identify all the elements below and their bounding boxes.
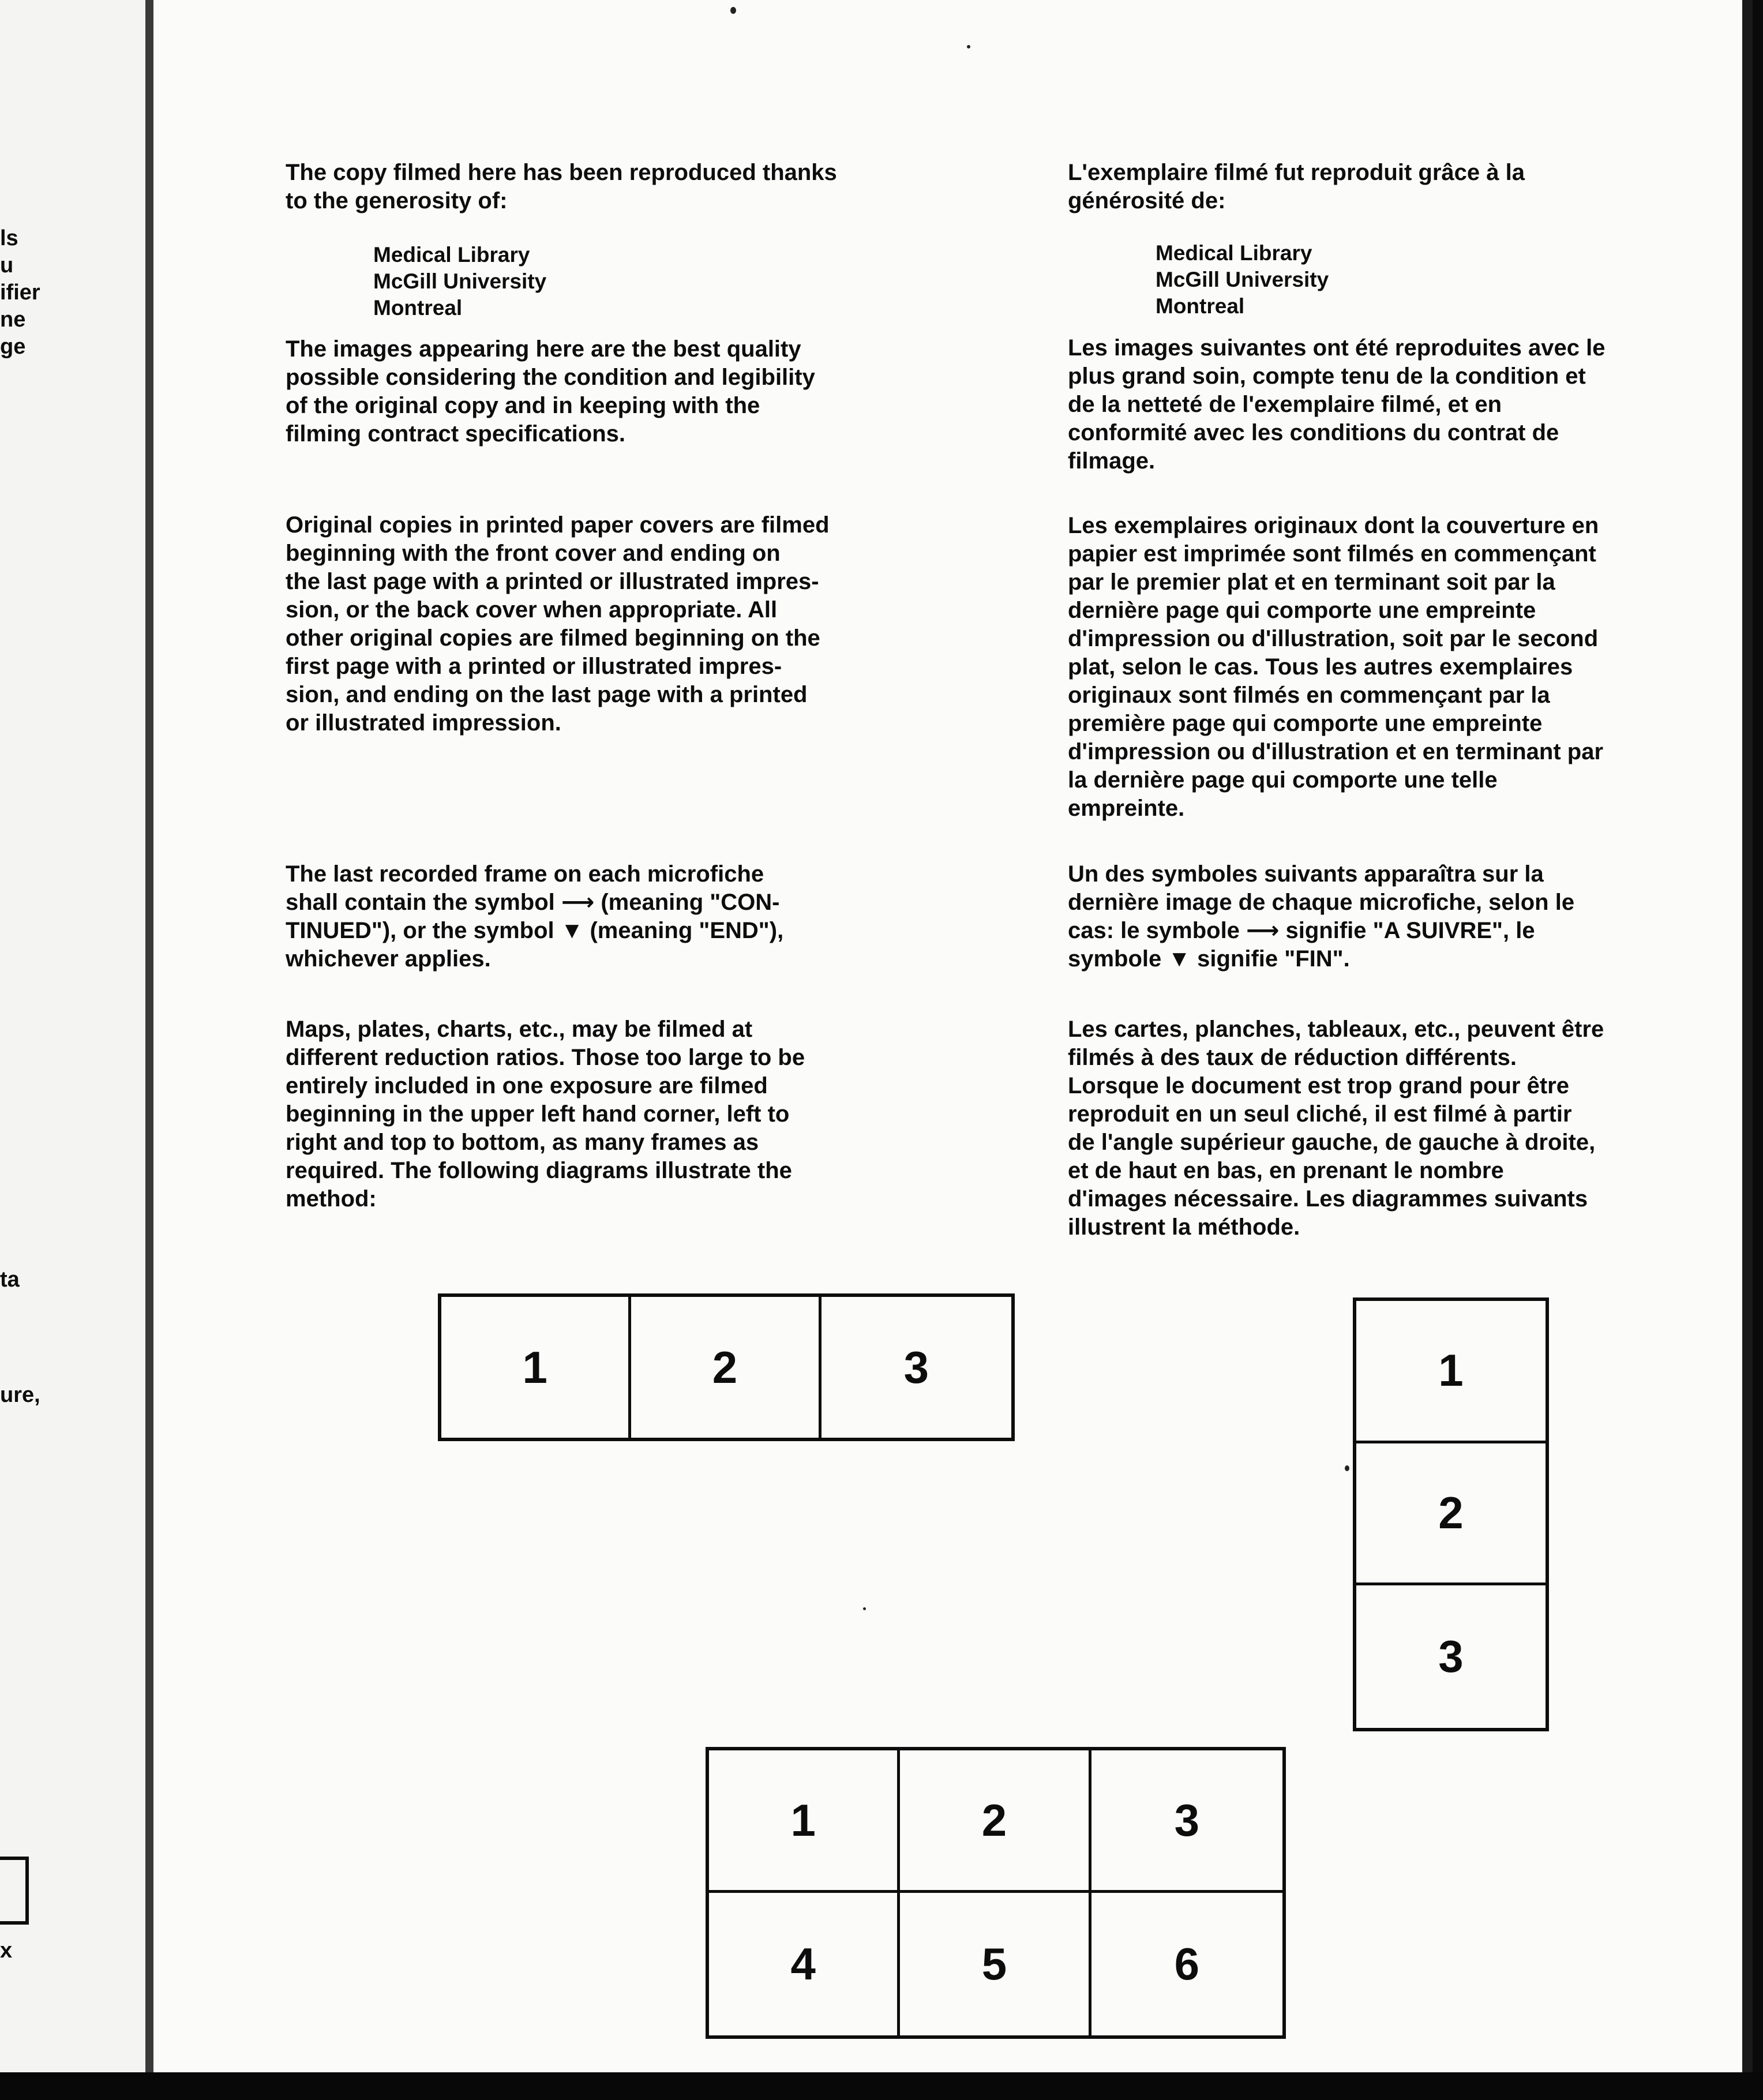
diagram-frame: 6 <box>1174 1938 1200 1989</box>
fragment-text: ne <box>0 308 26 332</box>
previous-page-fragment <box>0 0 145 2072</box>
scan-speck <box>1345 1465 1349 1471</box>
page-right-edge <box>1742 0 1753 2072</box>
diagram-frame: 2 <box>1356 1443 1546 1586</box>
french-thanks-text: L'exemplaire filmé fut reproduit grâce à la générosité de: <box>1068 160 1525 213</box>
french-library-text: Medical Library McGill University Montreal <box>1156 241 1329 318</box>
fragment-text: ure, <box>0 1383 40 1407</box>
french-symbols <box>1068 860 1737 973</box>
scan-bottom-strip <box>0 2072 1763 2100</box>
scan-speck <box>967 45 970 48</box>
diagram-frame: 5 <box>900 1893 1091 2035</box>
english-quality <box>286 335 1093 448</box>
diagram-horizontal <box>438 1293 1015 1441</box>
document-page <box>153 0 1753 2072</box>
fragment-text: ifier <box>0 280 40 305</box>
diagram-frame: 3 <box>1091 1750 1282 1893</box>
diagram-frame: 1 <box>1356 1301 1546 1443</box>
fragment-box <box>0 1857 29 1925</box>
diagram-frame: 3 <box>1438 1631 1464 1682</box>
english-symbols-text: The last recorded frame on each microfiche shall contain the symbol ⟶ (meaning "CON- TINUED"), or the symbol ▼ (meaning "END"), whichever applies. <box>286 861 784 972</box>
diagram-frame: 2 <box>631 1297 821 1438</box>
diagram-frame: 4 <box>709 1893 900 2035</box>
french-thanks <box>1068 159 1737 215</box>
french-covers-text: Les exemplaires originaux dont la couverture en papier est imprimée sont filmés en commençant par le premier plat et en terminant soit par la dernière page qui comporte une empreinte d'impression ou d'illustration, soit par le second plat, selon le cas. Tous les autres exemplaires originaux sont filmés en commençant par la première page qui comporte une empreinte d'impression ou d'illustration et en terminant par la dernière page qui comporte une telle empreinte. <box>1068 513 1604 821</box>
english-symbols <box>286 860 1093 973</box>
english-thanks <box>286 159 1093 215</box>
english-library <box>286 242 1093 321</box>
fragment-text: ta <box>0 1268 20 1292</box>
scan-speck <box>863 1607 866 1610</box>
english-quality-text: The images appearing here are the best quality possible considering the condition and legibility of the original copy and in keeping with the filming contract specifications. <box>286 336 815 447</box>
english-maps-text: Maps, plates, charts, etc., may be filmed at different reduction ratios. Those too large to be entirely included in one exposure are filmed beginning in the upper left hand corner, left to right and top to bottom, as many frames as required. The following diagrams illustrate the method: <box>286 1017 805 1212</box>
scan-speck <box>730 7 736 14</box>
diagram-frame: 2 <box>900 1750 1091 1893</box>
french-library <box>1068 240 1737 320</box>
fragment-text: ls <box>0 226 18 250</box>
french-quality <box>1068 334 1737 475</box>
french-symbols-text: Un des symboles suivants apparaîtra sur la dernière image de chaque microfiche, selon le cas: le symbole ⟶ signifie "A SUIVRE", le symbole ▼ signifie "FIN". <box>1068 861 1575 972</box>
page-gutter <box>145 0 153 2072</box>
english-covers <box>286 511 1093 737</box>
fragment-text: x <box>0 1938 13 1963</box>
french-maps-text: Les cartes, planches, tableaux, etc., peuvent être filmés à des taux de réduction différents. Lorsque le document est trop grand pour être reproduit en un seul cliché, il est filmé à partir de l'angle supérieur gauche, de gauche à droite, et de haut en bas, en prenant le nombre d'images nécessaire. Les diagrammes suivants illustrent la méthode. <box>1068 1017 1604 1240</box>
english-thanks-text: The copy filmed here has been reproduced thanks to the generosity of: <box>286 160 837 213</box>
diagram-frame: 3 <box>903 1341 929 1393</box>
diagram-frame: 1 <box>709 1750 900 1893</box>
fragment-text: ge <box>0 335 26 359</box>
french-quality-text: Les images suivantes ont été reproduites avec le plus grand soin, compte tenu de la condition et de la netteté de l'exemplaire filmé, et en conformité avec les conditions du contrat de filmage. <box>1068 335 1606 474</box>
fragment-text: u <box>0 253 14 278</box>
english-covers-text: Original copies in printed paper covers are filmed beginning with the front cover and ending on the last page with a printed or illustrated impres- sion, or the back cover when appropriate. All other original copies are filmed beginning on the first page with a printed or illustrated impres- sion, and ending on the last page with a printed or illustrated impression. <box>286 512 830 736</box>
french-covers <box>1068 512 1737 823</box>
english-library-text: Medical Library McGill University Montreal <box>373 243 547 320</box>
french-maps <box>1068 1015 1737 1242</box>
english-maps <box>286 1015 1093 1213</box>
diagram-vertical <box>1353 1297 1549 1731</box>
diagram-frame: 1 <box>441 1297 631 1438</box>
diagram-grid <box>706 1747 1286 2039</box>
